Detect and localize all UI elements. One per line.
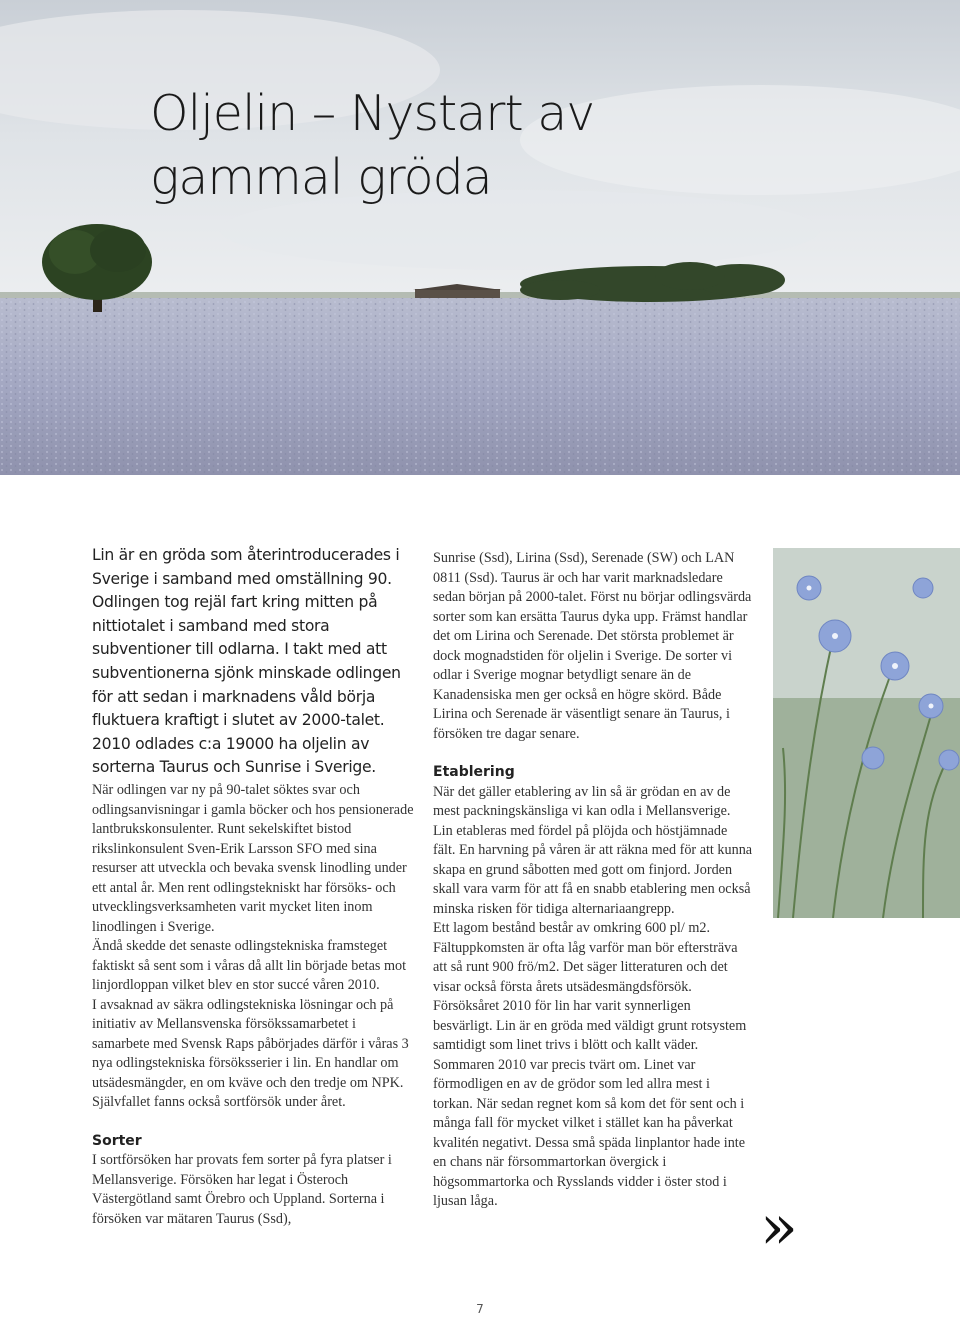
body-paragraph: Ett lagom bestånd består av omkring 600 pl/ m2. Fältuppkomsten är ofta låg varför man bör eftersträva att så runt 900 frö/m2. Det säger litteraturen och det visar också första årets utsädesmängdsförsök.	[433, 920, 738, 995]
hero-photo-flax-field	[0, 0, 960, 475]
body-paragraph: Ändå skedde det senaste odlingstekniska framsteget faktiskt så sent som i våras då allt lin började betas mot linjordloppan vilket blev en stor succé våren 2010.	[92, 938, 407, 993]
body-paragraph: I sortförsöken har provats fem sorter på fyra platser i Mellansverige. Försöken har legat i Österoch Västergötland samt Örebro och Uppland. Sorterna i försöken var mätaren Taurus (Ssd),	[92, 1152, 392, 1227]
body-paragraph: I avsaknad av säkra odlingstekniska lösningar och på initiativ av Mellansvenska försökssamarbetet i samarbete med Svensk Raps påbörjades därför i våras 3 nya odlingstekniska försöksserier i lin. En handlar om utsädesmängder, en om kväve och den tredje om NPK. Självfallet fanns också sortförsök under året.	[92, 996, 409, 1110]
body-paragraph: När det gäller etablering av lin så är grödan en av de mest packningskänsliga vi kan odla i Mellansverige. Lin etableras med fördel på plöjda och höstjämnade fält. En harvning på våren är att räkna med för att kunna skapa en grund såbotten med gott om finjord. Jorden skall vara varm för att få en snabb etablering men också minska risken för tidiga alternariaangrepp.	[433, 783, 753, 917]
article-column-1	[92, 781, 414, 1229]
page-number: 7	[476, 1302, 484, 1316]
page-title	[150, 82, 850, 210]
article-column-2	[433, 549, 753, 1212]
section-heading-etablering: Etablering	[433, 764, 515, 780]
body-paragraph: Försöksåret 2010 för lin har varit synnerligen besvärligt. Lin är en gröda med väldigt grunt rotsystem samtidigt som linet trivs i blött och kallt väder. Sommaren 2010 var precis tvärt om. Linet var förmodligen en av de grödor som led allra mest i torkan. När sedan regnet kom så kom det för sent och i många fall för mycket vilket i stället kan ha påverkat kvalitén negativt. Dessa små späda linplantor hade inte en chans när försommartorkan övergick i högsommartorka och Rysslands vidder i öster stod i ljusan låga.	[433, 998, 747, 1209]
body-paragraph: Sunrise (Ssd), Lirina (Ssd), Serenade (SW) och LAN 0811 (Ssd). Taurus är och har varit marknadsledare sedan början på 2000-talet. Först nu börjar odlingsvärda sorter som kan ersätta Taurus dyka upp. Främst handlar det om Lirina och Serenade. Det största problemet är dock mognadstiden för oljelin i Sverige. De sorter vi odlar i Sverige mognar betydligt senare än de Kanadensiska men ger också en högre skörd. Både Lirina och Serenade är väsentligt senare än Taurus, i försöken tre dagar senare.	[433, 550, 752, 742]
paragraph-gap	[433, 744, 753, 763]
body-paragraph: När odlingen var ny på 90-talet söktes svar och odlingsanvisningar i gamla böcker och hos pensionerade lantbrukskonsulenter. Runt sekelskiftet bistod rikslinkonsulent Sven-Erik Larsson SFO med sina resurser att utveckla och bevaka svensk linodling under ett antal år. Men rent odlingstekniskt har försöks- och utvecklingsverksamheten varit mycket liten inom linodlingen i Sverige.	[92, 782, 414, 935]
page-title-line-1: Oljelin – Nystart av	[150, 85, 595, 142]
lead-paragraph: Lin är en gröda som återintroducerades i Sverige i samband med omställning 90. Odlingen tog rejäl fart kring mitten på nittiotalet i samband med stora subventioner till odlarna. I takt med att subventionerna sjönk minskade odlingen för att sedan i marknadens våld börja fluktuera kraftigt i slutet av 2000-talet. 2010 odlades c:a 19000 ha oljelin av sorterna Taurus och Sunrise i Sverige.	[92, 546, 401, 777]
section-heading-sorter: Sorter	[92, 1132, 142, 1149]
page-title-line-2: gammal gröda	[150, 149, 492, 206]
flax-flower-photo	[773, 548, 960, 918]
continued-indicator: »	[760, 1190, 798, 1263]
paragraph-gap	[92, 1113, 414, 1132]
